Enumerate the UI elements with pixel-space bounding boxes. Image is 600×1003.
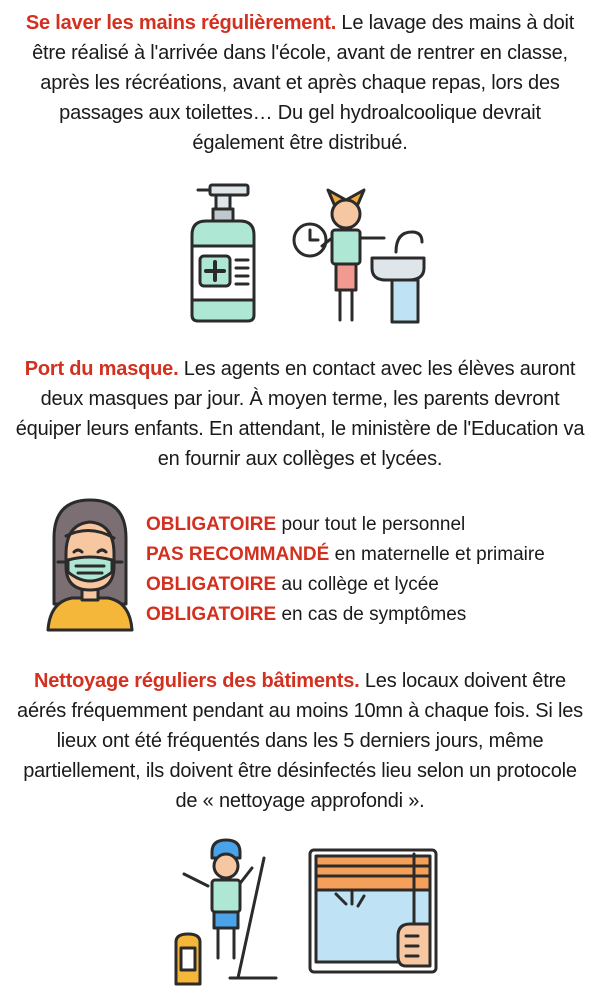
mask-rule-status: OBLIGATOIRE: [146, 604, 277, 625]
section-mask-heading: Port du masque.: [24, 358, 179, 380]
mask-rule-status: PAS RECOMMANDÉ: [146, 544, 330, 565]
section-cleaning-body: Les locaux doivent être aérés fréquemment pendant au moins 10mn à chaque fois. Si les lieux ont été fréquentés dans les 5 derniers jours, même partiellement, ils doivent être désinfectés lieu selon un protocole de « nettoyage approfondi ».: [17, 670, 583, 812]
mask-rule-text: en maternelle et primaire: [329, 544, 545, 565]
mask-rule: [146, 540, 596, 570]
section-mask-body: Les agents en contact avec les élèves auront deux masques par jour. À moyen terme, les parents devront équiper leurs enfants. En attendant, le ministère de l'Education va en fournir aux collèges et lycées.: [15, 358, 585, 470]
section-hand-washing-heading: Se laver les mains régulièrement.: [25, 12, 337, 34]
section-cleaning-text: [14, 666, 586, 816]
section-cleaning-heading: Nettoyage réguliers des bâtiments.: [34, 670, 360, 692]
mask-rule-status: OBLIGATOIRE: [146, 514, 277, 535]
mask-rule-text: en cas de symptômes: [276, 604, 467, 625]
mask-rule: [146, 510, 596, 540]
cleaner-mopping-icon: [168, 838, 278, 988]
mask-rule-text: pour tout le personnel: [276, 514, 466, 535]
masked-woman-icon: [44, 494, 136, 632]
mask-rule-text: au collège et lycée: [276, 574, 439, 595]
mask-rule: [146, 570, 596, 600]
window-ventilation-icon: [306, 846, 440, 976]
mask-rules-list: [146, 510, 596, 630]
mask-rule: [146, 600, 596, 630]
child-washing-hands-icon: [288, 182, 428, 327]
section-hand-washing-body: Le lavage des mains à doit être réalisé à l'arrivée dans l'école, avant de rentrer en classe, après les récréations, avant et après chaque repas, lors des passages aux toilettes… Du gel hydroalcoolique devrait également être distribué.: [32, 12, 575, 154]
section-hand-washing-text: [14, 8, 586, 158]
section-mask-text: [14, 354, 586, 474]
mask-rule-status: OBLIGATOIRE: [146, 574, 277, 595]
hand-sanitizer-icon: [180, 180, 270, 325]
